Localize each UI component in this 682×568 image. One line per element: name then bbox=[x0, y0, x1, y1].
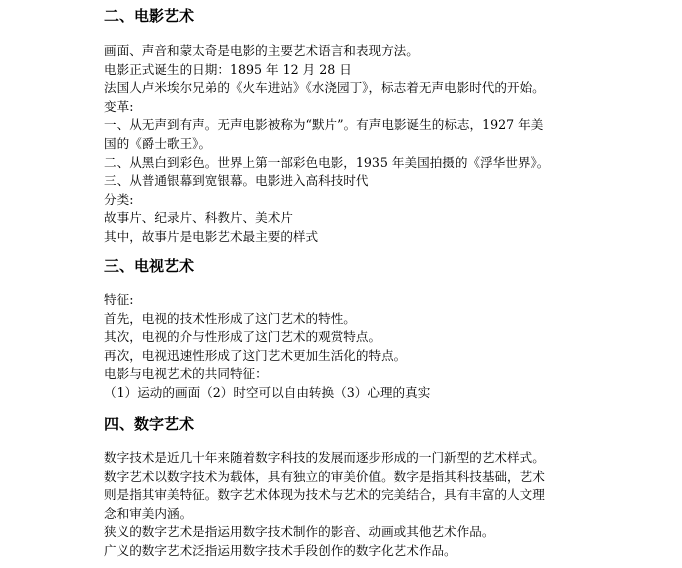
paragraph-line: 电影与电视艺术的共同特征： bbox=[104, 366, 268, 382]
section-heading-film-art: 二、电影艺术 bbox=[104, 7, 195, 25]
paragraph-line: 狭义的数字艺术是指运用数字技术制作的影音、动画或其他艺术作品。 bbox=[104, 524, 495, 540]
paragraph-line: 数字技术是近几十年来随着数字科技的发展而逐步形成的一门新型的艺术样式。 bbox=[104, 450, 545, 465]
paragraph-line: 变革: bbox=[104, 98, 134, 114]
paragraph-line: 念和审美内涵。 bbox=[104, 505, 193, 521]
paragraph-line: 法国人卢米埃尔兄弟的《火车进站》《水浇园丁》，标志着无声电影时代的开始。 bbox=[104, 80, 545, 96]
paragraph-line: 分类: bbox=[104, 191, 134, 207]
section-body-film-art bbox=[104, 42, 582, 247]
paragraph-line: 二、从黑白到彩色。世界上第一部彩色电影，1935 年美国拍摄的《浮华世界》。 bbox=[104, 154, 550, 170]
paragraph-line: 其次，电视的介与性形成了这门艺术的观赏特点。 bbox=[104, 329, 382, 345]
paragraph-line: 电影正式诞生的日期：1895 年 12 月 28 日 bbox=[104, 61, 352, 77]
paragraph-line: （1）运动的画面（2）时空可以自由转换（3）心理的真实 bbox=[104, 384, 431, 400]
paragraph-line: 则是指其审美特征。数字艺术体现为技术与艺术的完美结合，具有丰富的人文理 bbox=[104, 487, 545, 503]
paragraph-line: 其中，故事片是电影艺术最主要的样式 bbox=[104, 228, 319, 244]
section-body-tv-art bbox=[104, 291, 582, 403]
section-heading-digital-art: 四、数字艺术 bbox=[104, 415, 195, 433]
paragraph-line: 首先，电视的技术性形成了这门艺术的特性。 bbox=[104, 310, 356, 326]
paragraph-line: 特征: bbox=[104, 292, 134, 307]
paragraph-line: 画面、声音和蒙太奇是电影的主要艺术语言和表现方法。 bbox=[104, 43, 419, 58]
paragraph-line: 数字艺术以数字技术为载体，具有独立的审美价值。数字是指其科技基础，艺术 bbox=[104, 468, 545, 484]
paragraph-line: 一、从无声到有声。无声电影被称为“默片”。有声电影诞生的标志，1927 年美 bbox=[104, 117, 544, 133]
paragraph-line: 广义的数字艺术泛指运用数字技术手段创作的数字化艺术作品。 bbox=[104, 542, 457, 558]
section-body-digital-art bbox=[104, 449, 582, 561]
paragraph-line: 故事片、纪录片、科教片、美术片 bbox=[104, 210, 293, 226]
paragraph-line: 国的《爵士歌王》。 bbox=[104, 135, 212, 151]
paragraph-line: 三、从普通银幕到宽银幕。电影进入高科技时代 bbox=[104, 173, 369, 189]
paragraph-line: 再次，电视迅速性形成了这门艺术更加生活化的特点。 bbox=[104, 347, 407, 363]
section-heading-tv-art: 三、电视艺术 bbox=[104, 257, 195, 275]
